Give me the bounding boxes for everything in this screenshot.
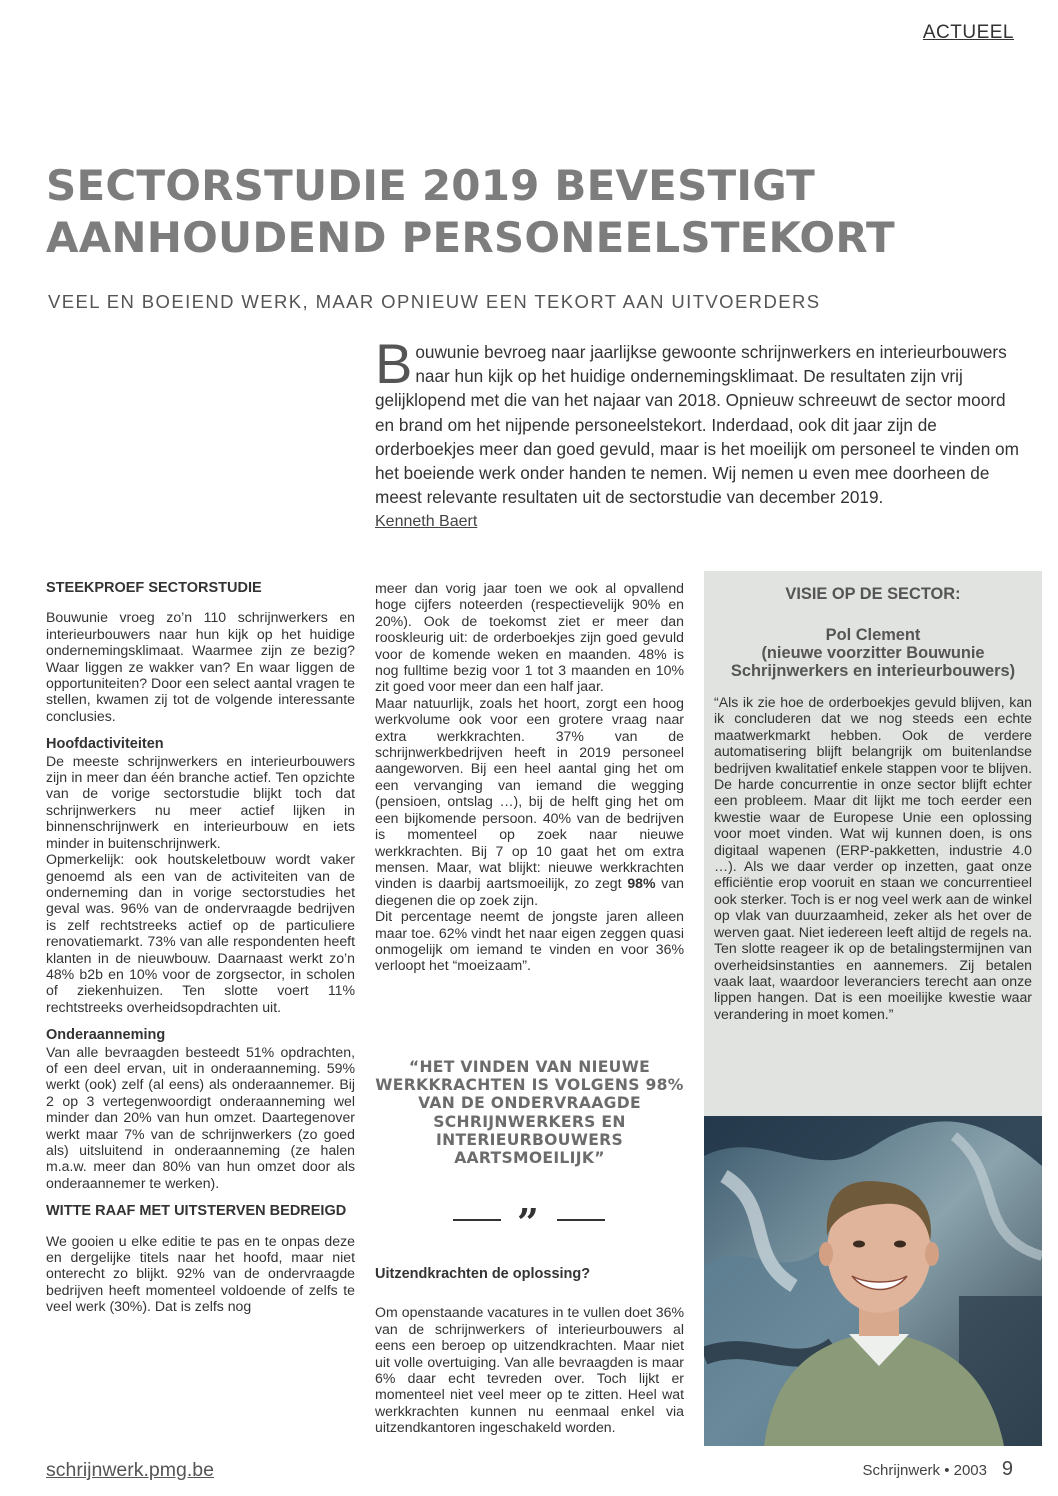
intro-text: ouwunie bevroeg naar jaarlijkse gewoonte schrijnwerkers en interieurbouwers naar hun kijk op het huidige ondernemingsklimaat. De resultaten zijn vrij gelijklopend met die van het najaar van 2018. Opnieuw schreeuwt de sector moord en brand om het nijpende personeelstekort. Inderdaad, ook dit jaar zijn de orderboekjes meer dan goed gevuld, maar is het moeilijk om personeel te vinden om het boeiende werk onder handen te nemen. Wij nemen u even mee doorheen de meest relevante resultaten uit de sectorstudie van december 2019.	[375, 342, 1019, 508]
article-subtitle: VEEL EN BOEIEND WERK, MAAR OPNIEUW EEN TEKORT AAN UITVOERDERS	[48, 291, 821, 312]
sidebar-person	[714, 626, 1032, 680]
pull-quote: “HET VINDEN VAN NIEUWE WERKKRACHTEN IS VOLGENS 98% VAN DE ONDERVRAAGDE SCHRIJNWERKERS EN INTERIEURBOUWERS AARTSMOEILIJK”	[375, 1058, 684, 1168]
paragraph: De meeste schrijnwerkers en interieurbouwers zijn in meer dan één branche actief. Ten opzichte van de vorige sectorstudie blijkt toch dat schrijnwerkers nu meer actief lijken in binnenschrijnwerk en interieurbouw en iets minder in buitenschrijnwerk.	[46, 752, 355, 851]
heading-hoofdactiviteiten: Hoofdactiviteiten	[46, 736, 164, 753]
article-title	[46, 160, 946, 264]
quote-icon: ”	[517, 1200, 539, 1245]
page-number: 9	[1001, 1458, 1013, 1480]
paragraph: We gooien u elke editie te pas en te onpas deze en dergelijke titels naar het hoofd, maar niet onterecht zo blijkt. 92% van de ondervraagde bedrijven heeft momenteel voldoende of zelfs te veel werk (30%). Dat is zelfs nog	[46, 1232, 355, 1315]
paragraph-text: Maar natuurlijk, zoals het hoort, zorgt een hoog werkvolume ook voor een grotere vraag naar extra werkkrachten. 37% van de schrijnwerkbedrijven heeft in 2019 personeel aangeworven. Bij een heel aantal ging het om een vervanging van iemand die wegging (pensioen, ontslag …), bij de helft ging het om een bijkomende persoon. 40% van de bedrijven is momenteel op zoek naar nieuwe werkkrachten. Bij 7 op 10 gaat het om extra mensen. Maar, wat blijkt: nieuwe werkkrachten vinden is daarbij aartsmoeilijk, zo zegt	[375, 694, 684, 892]
paragraph: Opmerkelijk: ook houtskeletbouw wordt vaker genoemd als een van de activiteiten van de onderneming dan in vorige sectorstudies het geval was. 96% van de ondervraagde bedrijven is zelf rechtstreeks actief op de particuliere renovatiemarkt. 73% van alle respondenten heeft klanten in de nieuwbouw. Daarnaast werkt zo’n 48% b2b en 10% voor de zorgsector, in scholen of ziekenhuizen. Ten slotte voert 11% rechtstreeks overheidsopdrachten uit.	[46, 851, 355, 1015]
paragraph: Bouwunie vroeg zo’n 110 schrijnwerkers en interieurbouwers naar hun kijk op het huidige ondernemingsklimaat. Waarmee zijn ze bezig? Waar liggen ze wakker van? En waar liggen de opportuniteiten? Door een select aantal vragen te stellen, kwamen zij tot de volgende interessante conclusies.	[46, 609, 355, 724]
section-tag: ACTUEEL	[922, 22, 1014, 43]
paragraph-text-end: van diegenen die op zoek zijn.	[375, 875, 685, 908]
paragraph: meer dan vorig jaar toen we ook al opvallend hoge cijfers noteerden (respectievelijk 90% en 20%). Ook de toekomst ziet er meer dan rooskleurig uit: de orderboekjes zijn goed gevuld voor de komende weken en maanden. 48% is nog fulltime bezig voor 1 tot 3 maanden en 10% zit goed voor meer dan een half jaar.	[375, 580, 684, 695]
quote-mark-divider	[453, 1200, 605, 1245]
magazine-issue: Schrijnwerk • 2003	[862, 1462, 987, 1479]
portrait-photo	[704, 1116, 1042, 1446]
heading-onderaanneming: Onderaanneming	[46, 1027, 166, 1044]
sidebar-person-role: (nieuwe voorzitter Bouwunie Schrijnwerkers en interieurbouwers)	[730, 644, 1016, 680]
paragraph	[375, 695, 684, 908]
paragraph: Om openstaande vacatures in te vullen doet 36% van de schrijnwerkers of interieurbouwers al eens een beroep op uitzendkrachten. Maar niet uit volle overtuiging. Van alle bevraagden is maar 6% daar echt tevreden over. Toch lijkt er momenteel niet veel meer op te zitten. Heel wat werkkrachten kunnen nu eenmaal enkel via uitzendkantoren ingeschakeld worden.	[375, 1304, 684, 1436]
highlight-percentage: 98%	[627, 875, 656, 892]
sidebar-quote: “Als ik zie hoe de orderboekjes gevuld blijven, kan ik concluderen dat we nog steeds een echte maatwerkmarkt hebben. Ook de verdere automatisering blijft belangrijk om buitenlandse bedrijven kwalitatief enkele stappen voor te blijven. De harde concurrentie in onze sector blijft echter een probleem. Maar dit lijkt me toch eerder een kwestie waar de Europese Unie een oplossing voor moet vinden. Wat wij kunnen doen, is ons digitaal wapenen (ERP-pakketten, industrie 4.0 …). Als we daar verder op inzetten, gaat onze efficiëntie erop vooruit en staan we concurrentieel ook sterker. Toch is er nog veel werk aan de winkel op vlak van duurzaamheid, zeker als het over de werven gaat. Niet iedereen leeft altijd de regels na. Ten slotte reageer ik op de betalingstermijnen van overheidsinstanties en aannemers. Zij betalen vaak laat, waardoor leveranciers terecht aan onze lippen hangen. Dat is een moeilijke kwestie waar verandering in moet komen.”	[714, 694, 1032, 1022]
title-line-1: SECTORSTUDIE 2019 BEVESTIGT	[46, 161, 815, 210]
sidebar-heading: VISIE OP DE SECTOR:	[785, 585, 961, 603]
heading-witte-raaf: WITTE RAAF MET UITSTERVEN BEDREIGD	[46, 1203, 347, 1220]
intro-paragraph	[375, 332, 1020, 509]
heading-steekproef: STEEKPROEF SECTORSTUDIE	[46, 580, 262, 596]
divider-line	[453, 1219, 501, 1221]
author-byline: Kenneth Baert	[375, 513, 478, 530]
paragraph: Dit percentage neemt de jongste jaren alleen maar toe. 62% vindt het naar eigen zeggen quasi onmogelijk om iemand te vinden en voor 36% verloopt het “moeizaam”.	[375, 908, 684, 974]
website-link[interactable]: schrijnwerk.pmg.be	[46, 1459, 214, 1481]
title-line-2: AANHOUDEND PERSONEELSTEKORT	[46, 213, 895, 262]
divider-line	[557, 1219, 605, 1221]
column-2	[375, 580, 684, 974]
portrait-illustration	[704, 1116, 1042, 1446]
paragraph: Van alle bevraagden besteedt 51% opdrachten, of een deel ervan, uit in onderaanneming. 59% werkt (ook) zelf (al eens) als onderaannemer. Bij 2 op 3 vertegenwoordigt onderaanneming wel minder dan 20% van hun omzet. Daartegenover werkt maar 7% van de schrijnwerkers (zo goed als) uitsluitend in onderaanneming (ze halen m.a.w. meer dan 80% van hun omzet door als onderaannemer te werken).	[46, 1043, 355, 1191]
column-1	[46, 580, 355, 1315]
drop-cap: B	[375, 332, 413, 395]
sidebar-person-name: Pol Clement	[825, 626, 921, 644]
column-2-bottom	[375, 1266, 684, 1436]
sidebar-box	[704, 571, 1042, 1116]
heading-uitzendkrachten: Uitzendkrachten de oplossing?	[375, 1266, 591, 1282]
